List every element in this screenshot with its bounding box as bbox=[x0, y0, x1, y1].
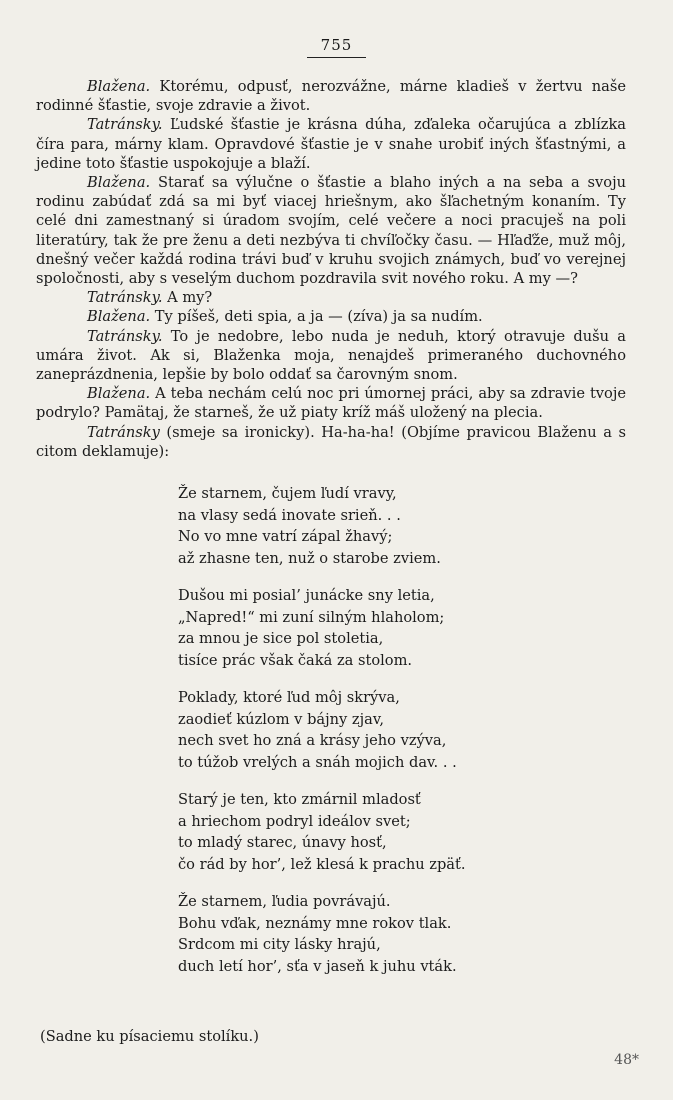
verse-line: až zhasne ten, nuž o starobe zviem. bbox=[178, 549, 441, 567]
stanza bbox=[178, 585, 626, 671]
verse-line: Že starnem, ľudia povrávajú. bbox=[178, 893, 391, 911]
speech: A teba nechám celú noc pri úmornej práci, aby sa zdravie tvoje podrylo? Pamätaj, že starneš, že už piaty kríž máš uložený na plecia. bbox=[36, 385, 626, 422]
speaker-name: Tatránsky. bbox=[87, 327, 163, 345]
speech: Ktorému, odpusť, nerozvážne, márne kladieš v žertvu naše rodinné šťastie, svoje zdravie a život. bbox=[36, 78, 626, 115]
speaker-name: Blažena. bbox=[87, 308, 151, 326]
dialogue-line bbox=[36, 288, 626, 307]
dialogue-line bbox=[36, 384, 626, 422]
speaker-name: Blažena. bbox=[87, 78, 151, 95]
verse-line: No vo mne vatrí zápal žhavý; bbox=[178, 528, 393, 546]
speaker-name: Tatránsky. bbox=[87, 116, 163, 134]
stanza bbox=[178, 483, 626, 569]
printer-signature: 48* bbox=[614, 1052, 639, 1068]
verse-line: zaodieť kúzlom v bájny zjav, bbox=[178, 710, 384, 728]
verse-line: Dušou mi posial’ junácke sny letia, bbox=[178, 587, 435, 605]
verse-line: na vlasy sedá inovate srieň. . . bbox=[178, 506, 401, 524]
speaker-name: Tatránsky bbox=[87, 423, 160, 441]
dialogue-text bbox=[36, 77, 626, 993]
stanza bbox=[178, 891, 626, 977]
speaker-name: Blažena. bbox=[87, 174, 151, 192]
closing-stage-direction: (Sadne ku písaciemu stolíku.) bbox=[40, 1028, 259, 1045]
verse-line: „Napred!“ mi zuní silným hlaholom; bbox=[178, 608, 445, 626]
verse-line: Bohu vďak, neznámy mne rokov tlak. bbox=[178, 914, 452, 932]
verse-line: čo rád by hor’, lež klesá k prachu zpäť. bbox=[178, 855, 466, 873]
verse-line: tisíce prác však čaká za stolom. bbox=[178, 651, 413, 669]
dialogue-line bbox=[36, 115, 626, 173]
speech: Ľudské šťastie je krásna dúha, zďaleka očarujúca a zblízka čírа para, márny klam. Opravdové šťastie je v snahe urobiť iných šťastnými, a jedine toto šťastie uspokojuje a blaží. bbox=[36, 116, 626, 172]
verse-line: nech svet ho zná a krásy jeho vzýva, bbox=[178, 732, 447, 750]
verse-line: Srdcom mi city lásky hrajú, bbox=[178, 936, 381, 954]
stanza bbox=[178, 687, 626, 773]
speech: A my? bbox=[162, 289, 213, 307]
verse-line: Že starnem, čujem ľudí vravy, bbox=[178, 485, 397, 503]
verse-line: to mladý starec, únavy hosť, bbox=[178, 834, 387, 852]
speech: Starať sa výlučne o šťastie a blaho iných a na seba a svoju rodinu zabúdať zdá sa mi byť viacej hriešnym, ako šľachetným konaním. Ty celé dni zamestnaný si úradom svojím, celé večere a noci pracuješ na poli literatúry, tak že pre ženu a deti nezbýva ti chvíľočky času. — Hľaďže, muž môj, dnešný večer každá rodina trávi buď v kruhu svojich známych, buď vo verejnej spoločnosti, aby s veselým duchom pozdravila svit nového roku. A my —? bbox=[36, 174, 626, 288]
speech: To je nedobre, lebo nuda je neduh, ktorý otravuje dušu a umára život. Ak si, Blaženka moja, nenajdeš primeraného duchovného zaneprázdnenia, lepšie by bolo oddať sa čarovným snom. bbox=[36, 327, 626, 384]
verse-line: duch letí hor’, sťa v jaseň k juhu vták. bbox=[178, 957, 457, 975]
dialogue-line bbox=[36, 307, 626, 326]
poem bbox=[178, 483, 626, 977]
page-number: 755 bbox=[0, 36, 673, 58]
dialogue-line bbox=[36, 327, 626, 385]
verse-line: to túžob vrelých a snáh mojich dav. . . bbox=[178, 753, 457, 771]
stage-direction: (smeje sa ironicky). Ha-ha-ha! (Objíme pravicou Blaženu a s citom deklamuje): bbox=[36, 423, 626, 460]
speech: Ty píšeš, deti spia, a ja — (zíva) ja sa nudím. bbox=[150, 308, 483, 326]
stanza bbox=[178, 789, 626, 875]
dialogue-line bbox=[36, 77, 626, 115]
verse-line: Starý je ten, kto zmárnil mladosť bbox=[178, 791, 421, 809]
verse-line: a hriechom podryl ideálov svet; bbox=[178, 812, 411, 830]
dialogue-line bbox=[36, 173, 626, 288]
verse-line: Poklady, ktoré ľud môj skrýva, bbox=[178, 689, 400, 707]
verse-line: za mnou je sice pol stoletia, bbox=[178, 630, 384, 648]
speaker-name: Blažena. bbox=[87, 385, 151, 403]
dialogue-line bbox=[36, 423, 626, 461]
speaker-name: Tatránsky. bbox=[87, 289, 163, 307]
